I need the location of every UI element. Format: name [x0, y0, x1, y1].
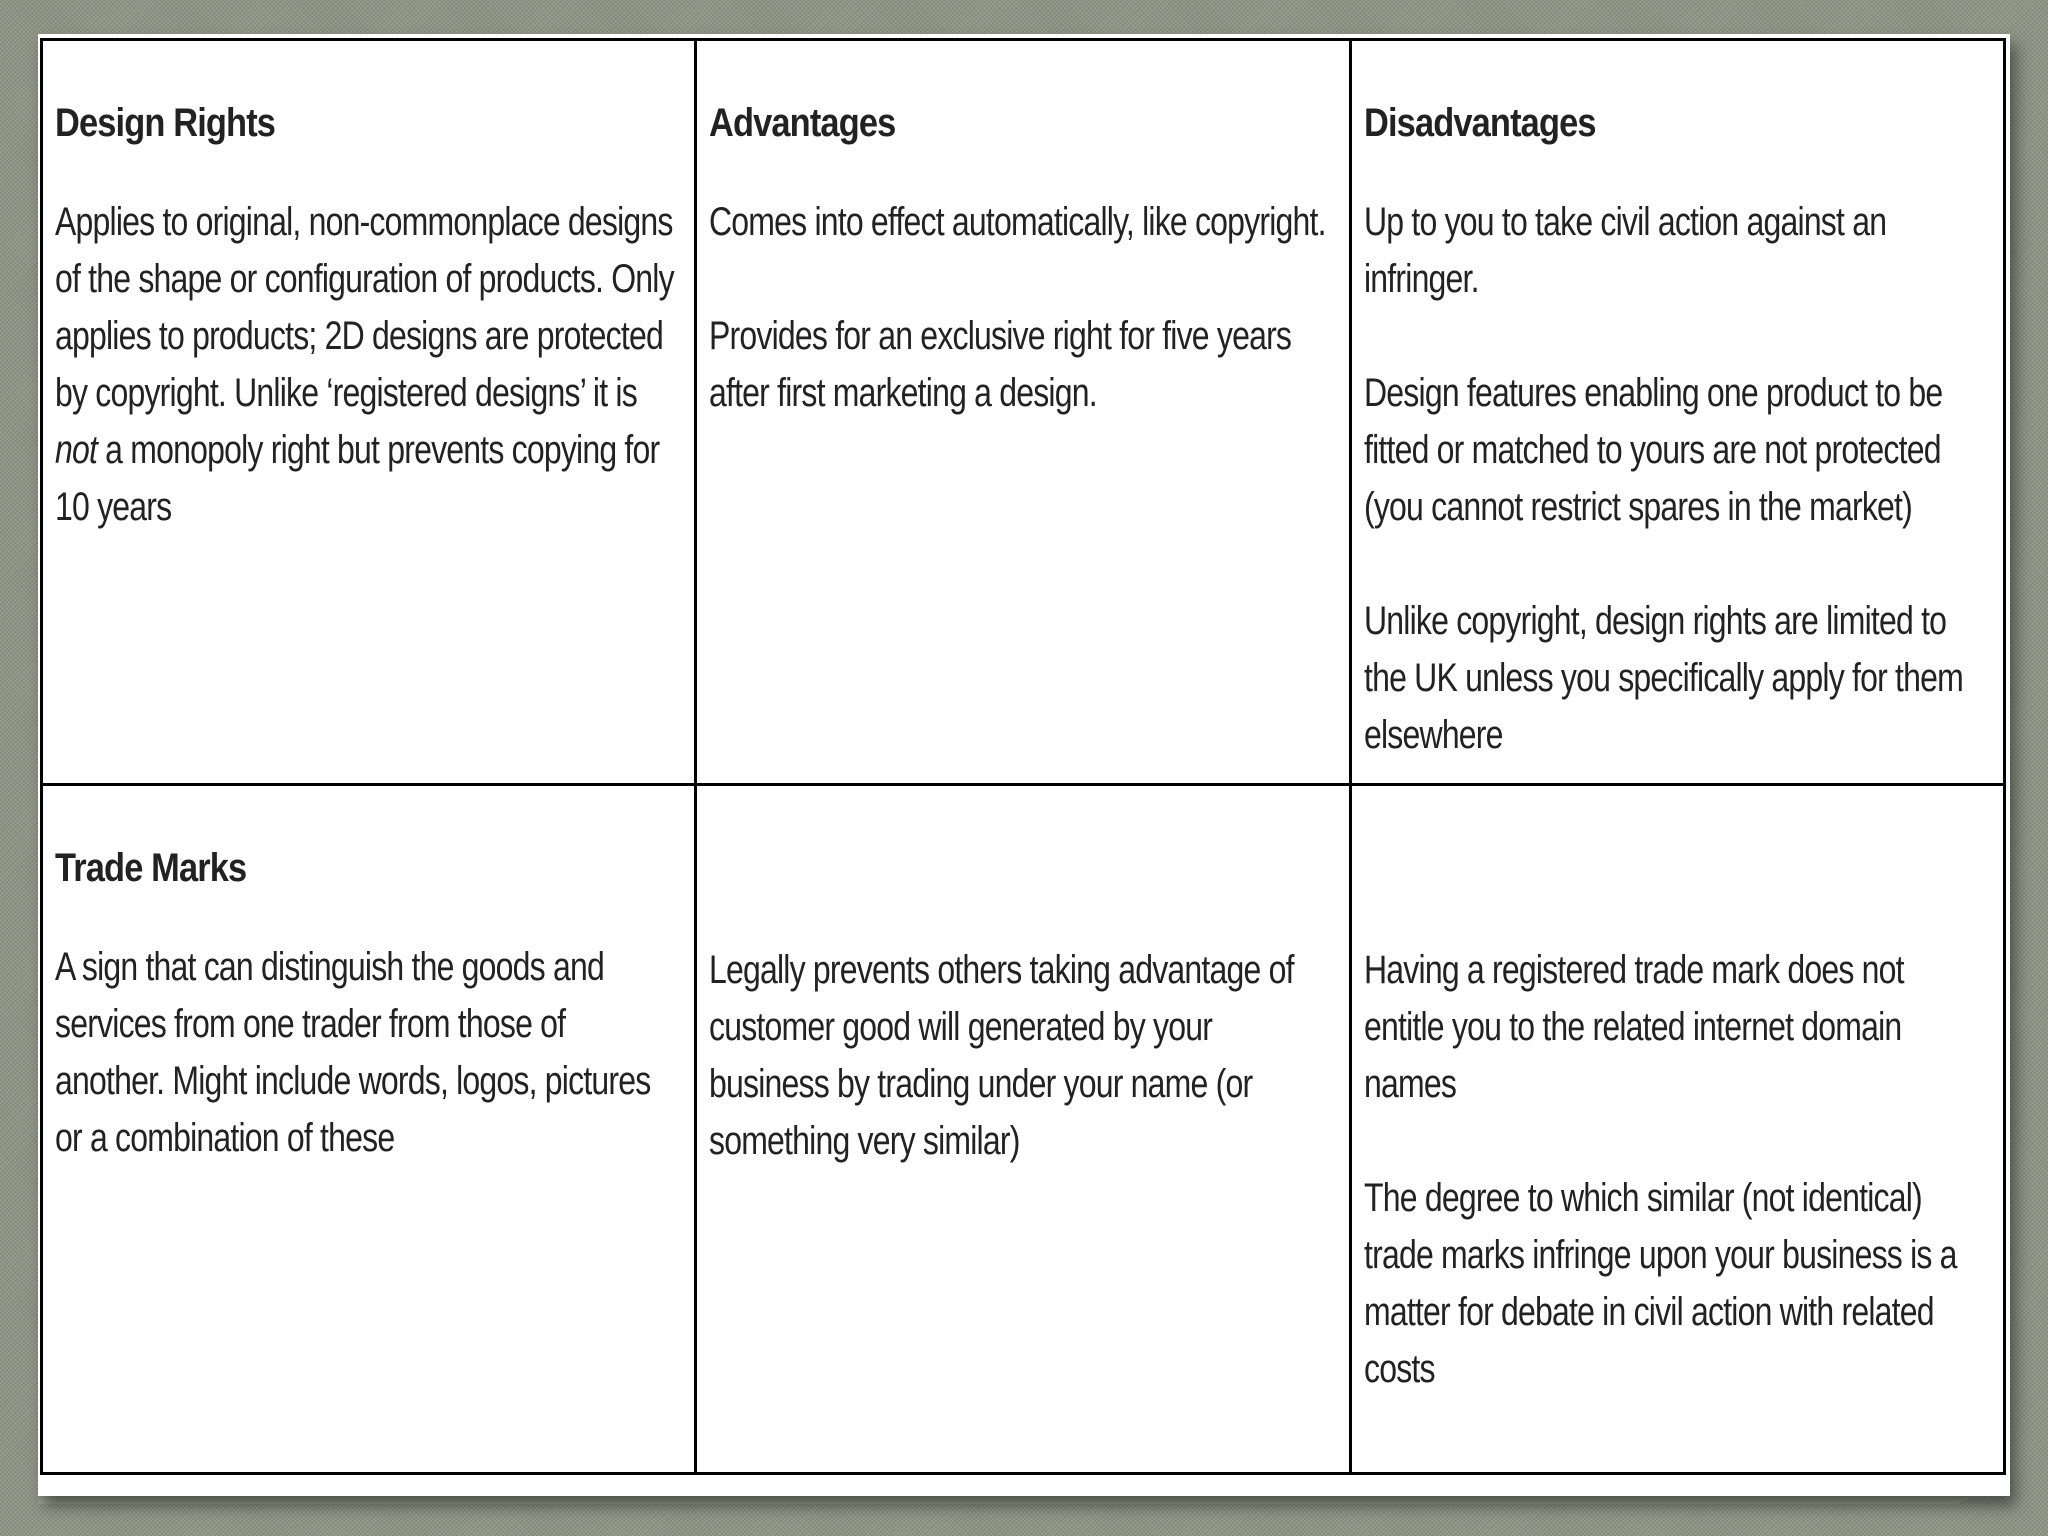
- heading-design-rights: Design Rights: [55, 101, 276, 145]
- trade-marks-disadvantage-paragraph-1: Having a registered trade mark does not entitle you to the related internet domain names: [1363, 948, 1904, 1106]
- trade-marks-disadvantage-paragraph-2: The degree to which similar (not identical) trade marks infringe upon your business is a matter for debate in civil action with related costs: [1363, 1176, 1957, 1391]
- heading-advantages: Advantages: [709, 101, 896, 145]
- heading-spacer: [1364, 846, 1991, 894]
- heading-spacer: [709, 846, 1336, 894]
- table-row-trade-marks: [42, 785, 2005, 1474]
- advantages-paragraph-1: Comes into effect automatically, like copyright.: [709, 200, 1327, 244]
- comparison-table: [40, 38, 2006, 1475]
- trade-marks-description: A sign that can distinguish the goods and services from one trader from those of another. Might include words, logos, pictures or a combination of these: [55, 945, 651, 1160]
- cell-trade-marks: [42, 785, 696, 1474]
- cell-trade-marks-advantages: [696, 785, 1350, 1474]
- design-rights-description: [55, 194, 682, 536]
- disadvantages-paragraph-2: Design features enabling one product to be fitted or matched to yours are not protected (you cannot restrict spares in the market): [1363, 371, 1943, 529]
- design-rights-text-2: a monopoly right but prevents copying for 10 years: [55, 428, 660, 529]
- cell-disadvantages: [1350, 40, 2004, 785]
- disadvantages-paragraph-3: Unlike copyright, design rights are limited to the UK unless you specifically apply for them elsewhere: [1363, 599, 1963, 757]
- table-row-design-rights: [42, 40, 2005, 785]
- trade-marks-advantage-paragraph: Legally prevents others taking advantage of customer good will generated by your business by trading under your name (or something very similar): [709, 948, 1295, 1163]
- design-rights-italic: not: [55, 428, 98, 472]
- disadvantages-paragraph-1: Up to you to take civil action against an infringer.: [1363, 200, 1886, 301]
- cell-trade-marks-disadvantages: [1350, 785, 2004, 1474]
- cell-advantages: [696, 40, 1350, 785]
- heading-disadvantages: Disadvantages: [1363, 101, 1596, 145]
- design-rights-text-1: Applies to original, non-commonplace designs of the shape or configuration of products. Only applies to products; 2D designs are protected by copyright. Unlike ‘registered designs’ it is: [55, 200, 674, 415]
- heading-trade-marks: Trade Marks: [55, 846, 247, 890]
- advantages-paragraph-2: Provides for an exclusive right for five years after first marketing a design.: [709, 314, 1292, 415]
- cell-design-rights: [42, 40, 696, 785]
